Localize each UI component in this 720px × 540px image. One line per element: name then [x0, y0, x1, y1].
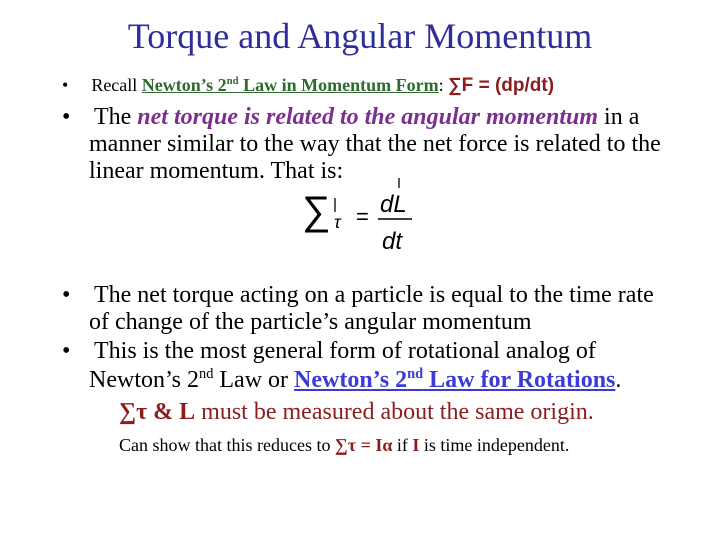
equation-denominator: dt [382, 228, 403, 255]
bullet3-line2: of change of the particle’s angular momentum [89, 309, 532, 335]
bullet-net-torque-particle [62, 282, 654, 309]
bullet-dot: • [62, 104, 71, 130]
bullet-dot: • [62, 338, 71, 364]
bullet-dot: • [62, 282, 71, 308]
bullet-net-torque-line1 [62, 104, 639, 131]
recall-prefix: Recall [91, 75, 142, 95]
bullet4-line2: Newton’s 2nd Law or Newton’s 2nd Law for Rotations. [89, 366, 622, 393]
recall-colon: : [438, 75, 449, 95]
bullet2-line2: manner similar to the way that the net force is related to the [89, 131, 661, 157]
newton-momentum-link[interactable]: Newton’s 2nd Law in Momentum Form [141, 75, 439, 95]
net-torque-emphasis: net torque is related to the angular momentum [137, 104, 599, 130]
equation-equals: = [356, 204, 369, 229]
bullet4-line4: Can show that this reduces to ∑τ = Iα if I is time independent. [119, 435, 570, 455]
equation-sum: ∑ [302, 189, 331, 233]
force-momentum-formula: ∑F = (dp/dt) [448, 75, 555, 96]
bullet3-line1: The net torque acting on a particle is equal to the time rate [93, 282, 654, 308]
torque-equation [298, 176, 428, 256]
bullet4-line3-rest: must be measured about the same origin. [195, 399, 594, 425]
torque-I-alpha: ∑τ = Iα [334, 435, 393, 455]
equation-tau: τ [334, 212, 341, 232]
bullet4-line3 [119, 399, 594, 426]
bullet2-text-start: The [93, 104, 138, 130]
slide-title: Torque and Angular Momentum [127, 16, 593, 56]
bullet-recall [62, 74, 554, 97]
bullet2-line1-end: in a [598, 104, 640, 130]
torque-L-symbols: ∑τ & L [119, 399, 196, 425]
bullet2-line3: linear momentum. That is: [89, 158, 344, 184]
bullet4-line1: This is the most general form of rotational analog of [93, 338, 596, 364]
equation-numerator: dL [380, 191, 407, 218]
bullet-dot: • [62, 75, 69, 95]
bullet-general-form [62, 338, 596, 365]
moment-of-inertia-I: I [412, 435, 420, 455]
newton-rotations-link[interactable]: Newton’s 2nd Law for Rotations [294, 366, 616, 393]
